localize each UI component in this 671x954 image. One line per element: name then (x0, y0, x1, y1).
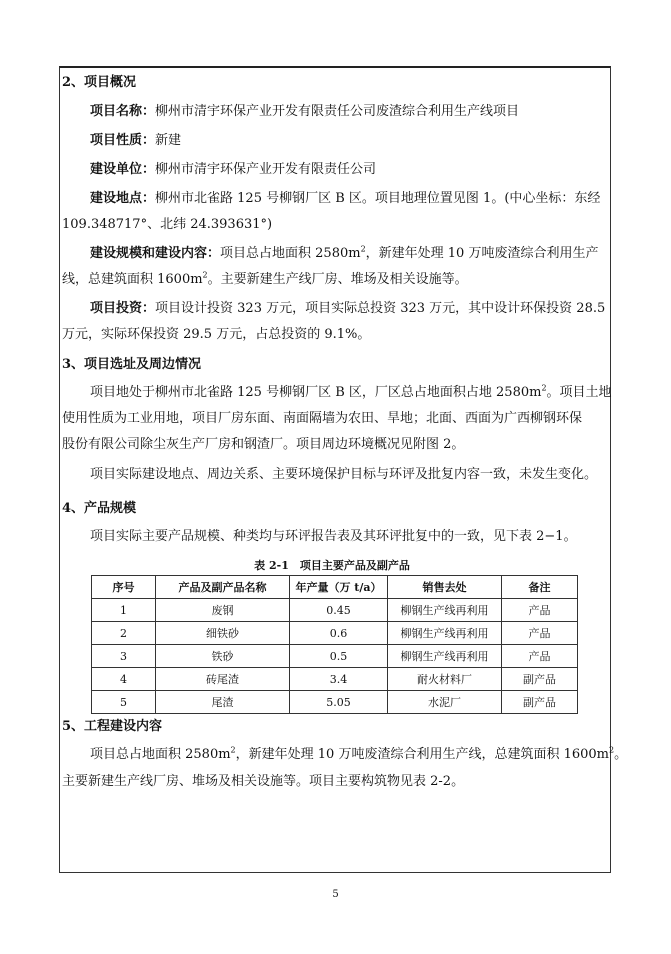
table-cell: 1 (92, 599, 156, 622)
s5-p1a: 项目总占地面积 2580m (90, 747, 231, 762)
section-5-p2: 主要新建生产线厂房、堆场及相关设施等。项目主要构筑物见表 2-2。 (62, 774, 465, 789)
table-cell: 2 (92, 622, 156, 645)
investment-label: 项目投资： (90, 301, 156, 316)
table-header-row (92, 576, 578, 599)
page-number: 5 (332, 889, 339, 900)
table-cell: 0.6 (290, 622, 388, 645)
section-3-p1-line-3: 股份有限公司除尘灰生产厂房和钢渣厂。项目周边环境概况见附图 2。 (62, 437, 465, 452)
project-nature-value: 新建 (155, 133, 182, 148)
header-cell: 备注 (502, 576, 578, 599)
project-name-line (90, 103, 602, 120)
table-cell: 尾渣 (156, 691, 290, 714)
superscript-2: 2 (541, 383, 547, 393)
table-row (92, 645, 578, 668)
table-cell: 5.05 (290, 691, 388, 714)
section-3-p1-line-1 (90, 383, 612, 401)
s3-p1b: 。项目土地 (546, 385, 612, 400)
table-row (92, 691, 578, 714)
investment-line-1 (90, 300, 606, 317)
table-cell: 副产品 (502, 691, 578, 714)
superscript-2: 2 (230, 745, 236, 755)
table-cell: 铁砂 (156, 645, 290, 668)
project-nature-label: 项目性质： (90, 133, 156, 148)
table-cell: 3 (92, 645, 156, 668)
table-cell: 5 (92, 691, 156, 714)
scale-line-2 (62, 271, 602, 288)
header-cell: 年产量（万 t/a） (290, 576, 388, 599)
section-3-p2: 项目实际建设地点、周边关系、主要环境保护目标与环评及批复内容一致，未发生变化。 (90, 467, 598, 482)
s5-p1c: 。 (614, 747, 628, 762)
s3-p1a: 项目地处于柳州市北雀路 125 号柳钢厂区 B 区，厂区总占地面积占地 2580m (90, 385, 542, 400)
scale-label: 建设规模和建设内容： (90, 246, 221, 261)
header-cell: 序号 (92, 576, 156, 599)
project-nature-line (90, 132, 602, 149)
table-cell: 4 (92, 668, 156, 691)
section-2-heading: 2、项目概况 (62, 75, 137, 90)
table-cell: 0.45 (290, 599, 388, 622)
section-4-p1: 项目实际主要产品规模、种类均与环评报告表及其环评批复中的一致，见下表 2−1。 (90, 529, 577, 544)
superscript-2: 2 (609, 745, 615, 755)
project-name-label: 项目名称： (90, 104, 156, 119)
table-cell: 产品 (502, 645, 578, 668)
table-cell: 产品 (502, 599, 578, 622)
scale-value-2a: 线，总建筑面积 1600m (62, 272, 203, 287)
table-caption: 表 2-1 项目主要产品及副产品 (254, 559, 410, 572)
table-cell: 废钢 (156, 599, 290, 622)
section-3-p1-line-2: 使用性质为工业用地，项目厂房东面、南面隔墙为农田、旱地；北面、西面为广西柳钢环保 (62, 411, 583, 426)
scale-value-1b: ，新建年处理 10 万吨废渣综合利用生产 (365, 246, 599, 261)
table-cell: 砖尾渣 (156, 668, 290, 691)
construction-unit-value: 柳州市清宇环保产业开发有限责任公司 (155, 162, 377, 177)
section-5-heading: 5、工程建设内容 (62, 719, 163, 734)
product-table (91, 575, 578, 714)
header-cell: 销售去处 (388, 576, 502, 599)
scale-line-1 (90, 245, 602, 262)
site-label: 建设地点： (90, 191, 156, 206)
section-3-heading: 3、项目选址及周边情况 (62, 357, 202, 372)
table-row (92, 599, 578, 622)
construction-unit-label: 建设单位： (90, 162, 156, 177)
table-row (92, 622, 578, 645)
table-cell: 3.4 (290, 668, 388, 691)
table-cell: 柳钢生产线再利用 (388, 645, 502, 668)
site-line-1 (90, 190, 602, 207)
table-row (92, 668, 578, 691)
section-5-p1 (90, 745, 628, 763)
superscript-2: 2 (202, 270, 208, 280)
table-cell: 0.5 (290, 645, 388, 668)
site-value-1: 柳州市北雀路 125 号柳钢厂区 B 区。项目地理位置见图 1。(中心坐标：东经 (155, 191, 601, 206)
table-cell: 柳钢生产线再利用 (388, 622, 502, 645)
investment-value-1: 项目设计投资 323 万元，项目实际总投资 323 万元，其中设计环保投资 28.5 (155, 301, 606, 316)
table-cell: 水泥厂 (388, 691, 502, 714)
table-cell: 副产品 (502, 668, 578, 691)
s5-p1b: ，新建年处理 10 万吨废渣综合利用生产线，总建筑面积 1600m (235, 747, 609, 762)
table-cell: 耐火材料厂 (388, 668, 502, 691)
construction-unit-line (90, 161, 602, 178)
section-4-heading: 4、产品规模 (62, 501, 137, 516)
superscript-2: 2 (360, 244, 366, 254)
project-name-value: 柳州市清宇环保产业开发有限责任公司废渣综合利用生产线项目 (155, 104, 520, 119)
site-line-2: 109.348717°、北纬 24.393631°) (62, 217, 273, 232)
scale-value-1a: 项目总占地面积 2580m (220, 246, 361, 261)
table-cell: 产品 (502, 622, 578, 645)
header-cell: 产品及副产品名称 (156, 576, 290, 599)
table-cell: 柳钢生产线再利用 (388, 599, 502, 622)
table-cell: 细铁砂 (156, 622, 290, 645)
scale-value-2b: 。主要新建生产线厂房、堆场及相关设施等。 (207, 272, 468, 287)
investment-line-2: 万元，实际环保投资 29.5 万元，占总投资的 9.1%。 (62, 327, 371, 342)
